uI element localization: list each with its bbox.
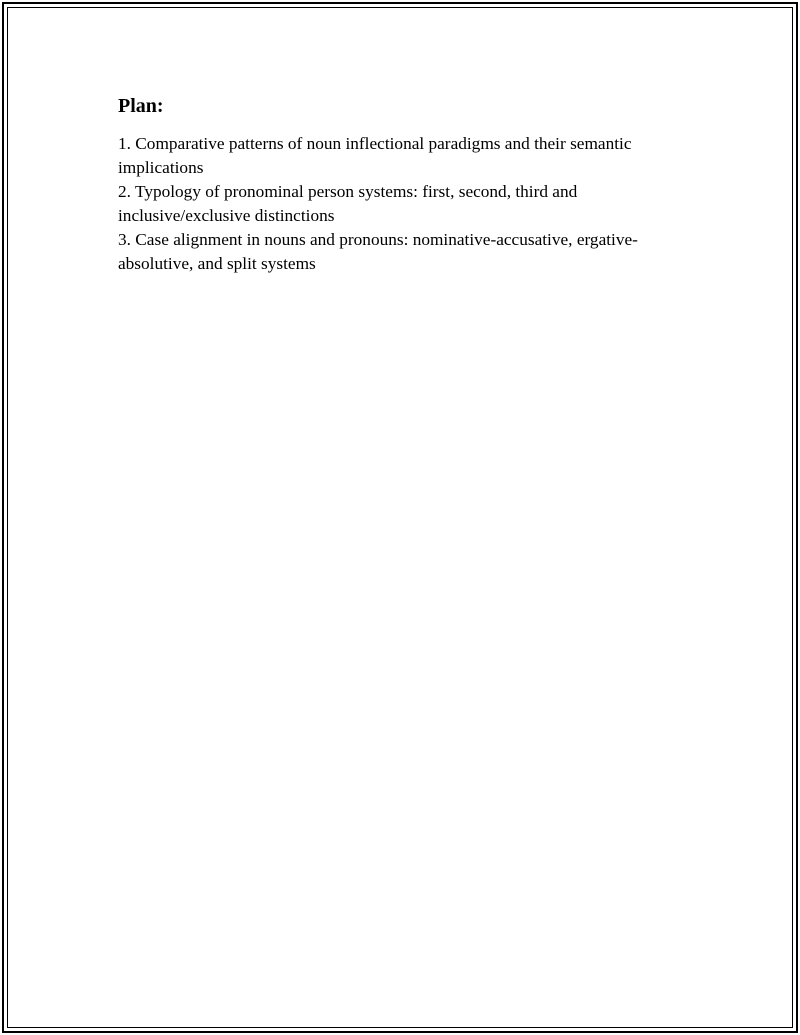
plan-item-2: 2. Typology of pronominal person systems: first, second, third and inclusive/exclusive distinctions — [118, 182, 578, 225]
plan-heading: Plan: — [118, 95, 164, 117]
plan-list — [118, 132, 678, 276]
document-body — [118, 93, 678, 276]
plan-item-3: 3. Case alignment in nouns and pronouns: nominative-accusative, ergative-absolutive, and split systems — [118, 230, 638, 273]
plan-item-1: 1. Comparative patterns of noun inflectional paradigms and their semantic implications — [118, 134, 632, 177]
